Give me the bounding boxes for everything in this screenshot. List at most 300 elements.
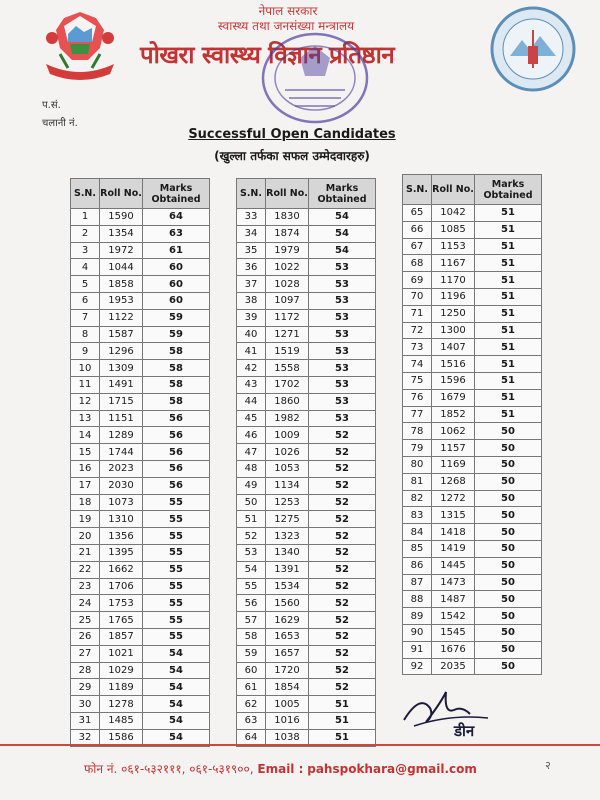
cell-marks: 51 (475, 205, 542, 222)
cell-sn: 47 (237, 444, 266, 461)
cell-marks: 55 (143, 494, 210, 511)
cell-roll: 1275 (266, 511, 309, 528)
cell-marks: 58 (143, 376, 210, 393)
cell-marks: 52 (309, 561, 376, 578)
page-number: २ (545, 759, 551, 772)
cell-sn: 73 (403, 339, 432, 356)
table-header-row (403, 175, 542, 205)
table-row (237, 578, 376, 595)
table-row (71, 662, 210, 679)
table-row (71, 259, 210, 276)
results-table-1 (70, 178, 210, 747)
table-row (403, 524, 542, 541)
cell-roll: 1473 (432, 574, 475, 591)
cell-roll: 1419 (432, 540, 475, 557)
cell-roll: 1586 (100, 729, 143, 746)
cell-roll: 1097 (266, 292, 309, 309)
table-row (403, 658, 542, 675)
cell-roll: 1271 (266, 326, 309, 343)
cell-sn: 54 (237, 561, 266, 578)
cell-sn: 23 (71, 578, 100, 595)
cell-sn: 22 (71, 561, 100, 578)
cell-marks: 55 (143, 612, 210, 629)
cell-roll: 1073 (100, 494, 143, 511)
cell-roll: 1062 (432, 423, 475, 440)
cell-marks: 50 (475, 540, 542, 557)
cell-roll: 1596 (432, 372, 475, 389)
cell-roll: 1418 (432, 524, 475, 541)
table-row (237, 460, 376, 477)
cell-sn: 77 (403, 406, 432, 423)
table-row (71, 393, 210, 410)
table-row (237, 528, 376, 545)
cell-marks: 51 (475, 406, 542, 423)
cell-marks: 55 (143, 511, 210, 528)
cell-marks: 51 (475, 389, 542, 406)
subtitle-nepali: (खुल्ला तर्फका सफल उम्मेदवारहरु) (214, 149, 370, 163)
cell-marks: 50 (475, 641, 542, 658)
cell-sn: 13 (71, 410, 100, 427)
cell-sn: 6 (71, 292, 100, 309)
cell-roll: 1542 (432, 608, 475, 625)
cell-sn: 5 (71, 276, 100, 293)
column-header-marks: Marks Obtained (309, 179, 376, 209)
cell-roll: 1860 (266, 393, 309, 410)
cell-sn: 70 (403, 288, 432, 305)
cell-sn: 39 (237, 309, 266, 326)
table-row (71, 628, 210, 645)
cell-roll: 1545 (432, 624, 475, 641)
cell-marks: 51 (309, 712, 376, 729)
cell-sn: 66 (403, 221, 432, 238)
table-row (237, 595, 376, 612)
table-row (237, 696, 376, 713)
cell-roll: 1042 (432, 205, 475, 222)
table-row (237, 444, 376, 461)
table-row (403, 322, 542, 339)
table-row (237, 477, 376, 494)
cell-marks: 60 (143, 276, 210, 293)
cell-marks: 50 (475, 608, 542, 625)
cell-sn: 81 (403, 473, 432, 490)
table-row (403, 205, 542, 222)
cell-marks: 54 (309, 209, 376, 226)
cell-sn: 63 (237, 712, 266, 729)
table-row (237, 612, 376, 629)
cell-roll: 1653 (266, 628, 309, 645)
cell-sn: 65 (403, 205, 432, 222)
cell-roll: 1744 (100, 444, 143, 461)
table-row (71, 343, 210, 360)
cell-marks: 50 (475, 658, 542, 675)
cell-sn: 46 (237, 427, 266, 444)
cell-roll: 1356 (100, 528, 143, 545)
cell-marks: 54 (309, 242, 376, 259)
cell-sn: 83 (403, 507, 432, 524)
cell-marks: 53 (309, 276, 376, 293)
cell-roll: 1657 (266, 645, 309, 662)
cell-sn: 79 (403, 440, 432, 457)
cell-marks: 53 (309, 410, 376, 427)
table-row (71, 427, 210, 444)
table-row (71, 276, 210, 293)
cell-marks: 52 (309, 528, 376, 545)
table-row (403, 540, 542, 557)
cell-marks: 51 (475, 288, 542, 305)
cell-sn: 74 (403, 356, 432, 373)
cell-marks: 51 (475, 322, 542, 339)
cell-roll: 1026 (266, 444, 309, 461)
cell-roll: 1323 (266, 528, 309, 545)
cell-roll: 1044 (100, 259, 143, 276)
cell-roll: 1587 (100, 326, 143, 343)
table-row (237, 343, 376, 360)
cell-roll: 1169 (432, 456, 475, 473)
cell-marks: 53 (309, 309, 376, 326)
cell-marks: 50 (475, 440, 542, 457)
cell-roll: 1679 (432, 389, 475, 406)
cell-marks: 52 (309, 628, 376, 645)
cell-sn: 75 (403, 372, 432, 389)
cell-roll: 1289 (100, 427, 143, 444)
cell-marks: 52 (309, 511, 376, 528)
cell-roll: 1038 (266, 729, 309, 746)
cell-marks: 53 (309, 360, 376, 377)
cell-sn: 16 (71, 460, 100, 477)
footer-contact (84, 760, 477, 777)
cell-marks: 50 (475, 591, 542, 608)
header-government: नेपाल सरकार (258, 4, 318, 18)
cell-roll: 1354 (100, 225, 143, 242)
cell-sn: 53 (237, 544, 266, 561)
cell-roll: 1189 (100, 679, 143, 696)
table-row (403, 288, 542, 305)
cell-marks: 50 (475, 524, 542, 541)
cell-roll: 1519 (266, 343, 309, 360)
table-row (71, 528, 210, 545)
cell-sn: 14 (71, 427, 100, 444)
table-header-row (71, 179, 210, 209)
cell-marks: 50 (475, 473, 542, 490)
signature-label: डीन (454, 722, 475, 740)
cell-sn: 57 (237, 612, 266, 629)
cell-marks: 51 (309, 729, 376, 746)
cell-sn: 50 (237, 494, 266, 511)
cell-roll: 1753 (100, 595, 143, 612)
table-row (403, 557, 542, 574)
table-row (403, 507, 542, 524)
cell-roll: 1340 (266, 544, 309, 561)
cell-roll: 1009 (266, 427, 309, 444)
column-header-sn: S.N. (71, 179, 100, 209)
footer-phone: फोन नं. ०६१-५३२१११, ०६१-५३१९००, (84, 762, 254, 776)
cell-roll: 1852 (432, 406, 475, 423)
table-row (237, 628, 376, 645)
table-row (71, 679, 210, 696)
table-row (403, 305, 542, 322)
cell-sn: 89 (403, 608, 432, 625)
cell-sn: 58 (237, 628, 266, 645)
cell-sn: 15 (71, 444, 100, 461)
cell-sn: 49 (237, 477, 266, 494)
cell-sn: 12 (71, 393, 100, 410)
column-header-sn: S.N. (403, 175, 432, 205)
cell-roll: 2030 (100, 477, 143, 494)
cell-roll: 1485 (100, 712, 143, 729)
cell-roll: 1445 (432, 557, 475, 574)
cell-marks: 60 (143, 292, 210, 309)
table-row (403, 356, 542, 373)
cell-marks: 52 (309, 494, 376, 511)
cell-marks: 54 (143, 729, 210, 746)
cell-sn: 41 (237, 343, 266, 360)
table-row (403, 389, 542, 406)
cell-sn: 10 (71, 360, 100, 377)
table-row (237, 410, 376, 427)
table-row (237, 494, 376, 511)
cell-marks: 53 (309, 376, 376, 393)
cell-roll: 1590 (100, 209, 143, 226)
table-row (403, 490, 542, 507)
cell-marks: 52 (309, 679, 376, 696)
cell-marks: 50 (475, 456, 542, 473)
cell-sn: 35 (237, 242, 266, 259)
table-row (403, 339, 542, 356)
cell-roll: 1558 (266, 360, 309, 377)
column-header-marks: Marks Obtained (143, 179, 210, 209)
cell-roll: 1315 (432, 507, 475, 524)
cell-roll: 1765 (100, 612, 143, 629)
column-header-sn: S.N. (237, 179, 266, 209)
table-header-row (237, 179, 376, 209)
cell-marks: 54 (143, 679, 210, 696)
table-row (237, 209, 376, 226)
cell-sn: 80 (403, 456, 432, 473)
cell-sn: 82 (403, 490, 432, 507)
table-row (237, 276, 376, 293)
cell-roll: 1134 (266, 477, 309, 494)
table-row (71, 696, 210, 713)
cell-marks: 59 (143, 326, 210, 343)
cell-roll: 1196 (432, 288, 475, 305)
table-row (71, 544, 210, 561)
table-row (71, 477, 210, 494)
cell-marks: 55 (143, 561, 210, 578)
cell-marks: 58 (143, 360, 210, 377)
cell-marks: 53 (309, 343, 376, 360)
cell-roll: 1874 (266, 225, 309, 242)
table-row (403, 624, 542, 641)
table-row (237, 376, 376, 393)
cell-sn: 43 (237, 376, 266, 393)
cell-roll: 1278 (100, 696, 143, 713)
cell-roll: 1167 (432, 255, 475, 272)
cell-roll: 1857 (100, 628, 143, 645)
cell-sn: 64 (237, 729, 266, 746)
cell-sn: 26 (71, 628, 100, 645)
cell-marks: 53 (309, 259, 376, 276)
dispatch-number-label: चलानी नं. (42, 118, 78, 129)
table-row (403, 221, 542, 238)
cell-marks: 55 (143, 544, 210, 561)
cell-marks: 53 (309, 393, 376, 410)
table-row (403, 272, 542, 289)
cell-roll: 1982 (266, 410, 309, 427)
cell-marks: 50 (475, 557, 542, 574)
table-row (71, 209, 210, 226)
cell-marks: 52 (309, 477, 376, 494)
cell-sn: 25 (71, 612, 100, 629)
cell-marks: 51 (309, 696, 376, 713)
cell-roll: 1268 (432, 473, 475, 490)
cell-roll: 1151 (100, 410, 143, 427)
cell-sn: 20 (71, 528, 100, 545)
reference-number-label: प.सं. (42, 100, 61, 111)
table-row (71, 360, 210, 377)
table-row (237, 242, 376, 259)
footer-email[interactable]: pahspokhara@gmail.com (307, 762, 477, 776)
cell-sn: 17 (71, 477, 100, 494)
table-row (237, 712, 376, 729)
cell-sn: 7 (71, 309, 100, 326)
cell-marks: 52 (309, 460, 376, 477)
cell-roll: 1972 (100, 242, 143, 259)
cell-roll: 1153 (432, 238, 475, 255)
cell-roll: 1309 (100, 360, 143, 377)
cell-sn: 55 (237, 578, 266, 595)
table-row (71, 326, 210, 343)
table-row (71, 444, 210, 461)
cell-marks: 52 (309, 544, 376, 561)
cell-roll: 1491 (100, 376, 143, 393)
cell-roll: 1272 (432, 490, 475, 507)
cell-marks: 61 (143, 242, 210, 259)
table-row (237, 662, 376, 679)
cell-marks: 55 (143, 578, 210, 595)
table-row (237, 259, 376, 276)
cell-sn: 86 (403, 557, 432, 574)
cell-sn: 34 (237, 225, 266, 242)
table-row (237, 511, 376, 528)
cell-sn: 71 (403, 305, 432, 322)
cell-roll: 1022 (266, 259, 309, 276)
cell-roll: 1028 (266, 276, 309, 293)
cell-roll: 2035 (432, 658, 475, 675)
cell-marks: 58 (143, 393, 210, 410)
cell-roll: 1300 (432, 322, 475, 339)
cell-sn: 88 (403, 591, 432, 608)
column-header-marks: Marks Obtained (475, 175, 542, 205)
cell-roll: 1122 (100, 309, 143, 326)
cell-roll: 1310 (100, 511, 143, 528)
table-row (237, 561, 376, 578)
cell-sn: 61 (237, 679, 266, 696)
cell-sn: 84 (403, 524, 432, 541)
table-row (71, 511, 210, 528)
table-row (403, 255, 542, 272)
cell-marks: 56 (143, 444, 210, 461)
cell-sn: 24 (71, 595, 100, 612)
cell-marks: 51 (475, 255, 542, 272)
table-row (403, 591, 542, 608)
cell-marks: 55 (143, 528, 210, 545)
cell-sn: 1 (71, 209, 100, 226)
cell-sn: 19 (71, 511, 100, 528)
cell-marks: 52 (309, 645, 376, 662)
cell-marks: 52 (309, 578, 376, 595)
table-row (237, 544, 376, 561)
cell-sn: 90 (403, 624, 432, 641)
cell-roll: 1253 (266, 494, 309, 511)
cell-sn: 40 (237, 326, 266, 343)
column-header-roll: Roll No. (432, 175, 475, 205)
table-row (403, 440, 542, 457)
table-row (403, 456, 542, 473)
cell-roll: 1953 (100, 292, 143, 309)
cell-sn: 91 (403, 641, 432, 658)
cell-marks: 50 (475, 423, 542, 440)
cell-roll: 1629 (266, 612, 309, 629)
cell-sn: 92 (403, 658, 432, 675)
cell-marks: 55 (143, 628, 210, 645)
cell-marks: 56 (143, 477, 210, 494)
cell-roll: 1854 (266, 679, 309, 696)
table-row (403, 423, 542, 440)
cell-sn: 85 (403, 540, 432, 557)
table-row (403, 641, 542, 658)
cell-roll: 1296 (100, 343, 143, 360)
header-ministry: स्वास्थ्य तथा जनसंख्या मन्त्रालय (217, 19, 355, 33)
cell-roll: 1560 (266, 595, 309, 612)
cell-marks: 64 (143, 209, 210, 226)
cell-roll: 1391 (266, 561, 309, 578)
results-table-2 (236, 178, 376, 747)
column-header-roll: Roll No. (266, 179, 309, 209)
table-row (237, 360, 376, 377)
cell-marks: 52 (309, 662, 376, 679)
cell-marks: 51 (475, 305, 542, 322)
cell-sn: 30 (71, 696, 100, 713)
official-stamp-icon (255, 18, 375, 138)
cell-sn: 45 (237, 410, 266, 427)
cell-sn: 76 (403, 389, 432, 406)
cell-roll: 1706 (100, 578, 143, 595)
cell-marks: 52 (309, 427, 376, 444)
table-row (403, 406, 542, 423)
cell-roll: 1053 (266, 460, 309, 477)
cell-marks: 51 (475, 272, 542, 289)
table-row (71, 645, 210, 662)
table-row (403, 574, 542, 591)
cell-marks: 51 (475, 339, 542, 356)
cell-roll: 1715 (100, 393, 143, 410)
table-row (71, 595, 210, 612)
cell-marks: 54 (143, 696, 210, 713)
cell-sn: 32 (71, 729, 100, 746)
cell-sn: 51 (237, 511, 266, 528)
cell-sn: 18 (71, 494, 100, 511)
table-row (237, 225, 376, 242)
cell-marks: 51 (475, 372, 542, 389)
cell-sn: 68 (403, 255, 432, 272)
table-row (237, 427, 376, 444)
cell-sn: 78 (403, 423, 432, 440)
table-row (403, 608, 542, 625)
cell-marks: 52 (309, 595, 376, 612)
table-row (71, 494, 210, 511)
cell-sn: 87 (403, 574, 432, 591)
cell-roll: 1395 (100, 544, 143, 561)
